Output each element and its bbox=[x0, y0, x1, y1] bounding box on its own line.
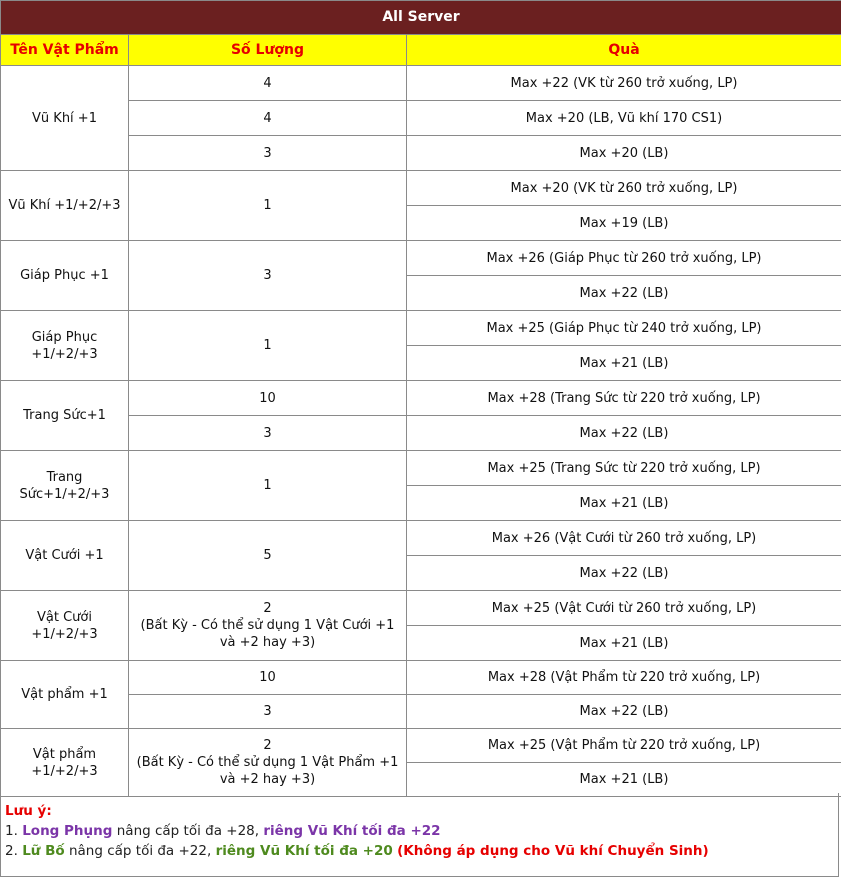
gift-cell: Max +22 (VK từ 260 trở xuống, LP) bbox=[407, 66, 841, 101]
gift-cell: Max +25 (Trang Sức từ 220 trở xuống, LP) bbox=[407, 451, 841, 486]
table-row bbox=[1, 171, 841, 206]
table-row bbox=[1, 521, 841, 556]
item-name-cell: Vũ Khí +1 bbox=[1, 66, 129, 171]
quantity-value: 2 bbox=[263, 738, 272, 753]
item-name-cell: Trang Sức+1/+2/+3 bbox=[1, 451, 129, 521]
item-name-cell: Vũ Khí +1/+2/+3 bbox=[1, 171, 129, 241]
gift-cell: Max +28 (Vật Phẩm từ 220 trở xuống, LP) bbox=[407, 661, 841, 695]
table-row bbox=[1, 729, 841, 763]
gift-cell: Max +19 (LB) bbox=[407, 206, 841, 241]
note-server-name: Long Phụng bbox=[22, 823, 113, 839]
quantity-cell: 10 bbox=[129, 661, 407, 695]
gift-cell: Max +25 (Giáp Phục từ 240 trở xuống, LP) bbox=[407, 311, 841, 346]
quantity-note: (Bất Kỳ - Có thể sử dụng 1 Vật Phẩm +1 và +2 hay +3) bbox=[136, 755, 399, 787]
header-quantity: Số Lượng bbox=[129, 35, 407, 66]
gift-cell: Max +21 (LB) bbox=[407, 626, 841, 661]
item-name-cell: Vật Cưới +1 bbox=[1, 521, 129, 591]
gift-cell: Max +21 (LB) bbox=[407, 763, 841, 797]
item-name-cell: Trang Sức+1 bbox=[1, 381, 129, 451]
gift-cell: Max +20 (LB) bbox=[407, 136, 841, 171]
header-gift: Quà bbox=[407, 35, 841, 66]
table-row bbox=[1, 241, 841, 276]
gift-cell: Max +22 (LB) bbox=[407, 276, 841, 311]
table-title: All Server bbox=[1, 1, 841, 35]
note-server-name: Lữ Bố bbox=[22, 843, 65, 859]
item-name-cell: Giáp Phục +1 bbox=[1, 241, 129, 311]
table-row bbox=[1, 661, 841, 695]
gift-cell: Max +22 (LB) bbox=[407, 695, 841, 729]
notes-label: Lưu ý: bbox=[5, 803, 52, 819]
note-line-2 bbox=[5, 841, 834, 861]
quantity-cell bbox=[129, 729, 407, 797]
gift-cell: Max +28 (Trang Sức từ 220 trở xuống, LP) bbox=[407, 381, 841, 416]
gift-cell: Max +20 (VK từ 260 trở xuống, LP) bbox=[407, 171, 841, 206]
quantity-cell: 3 bbox=[129, 241, 407, 311]
table-row bbox=[1, 311, 841, 346]
note-text: nâng cấp tối đa +28, bbox=[116, 823, 260, 839]
quantity-cell: 1 bbox=[129, 171, 407, 241]
quantity-value: 2 bbox=[263, 601, 272, 616]
quantity-cell: 3 bbox=[129, 136, 407, 171]
gift-cell: Max +26 (Vật Cưới từ 260 trở xuống, LP) bbox=[407, 521, 841, 556]
quantity-note: (Bất Kỳ - Có thể sử dụng 1 Vật Cưới +1 và +2 hay +3) bbox=[140, 618, 395, 650]
note-number: 1. bbox=[5, 823, 18, 839]
quantity-cell: 1 bbox=[129, 311, 407, 381]
quantity-cell: 3 bbox=[129, 695, 407, 729]
gift-cell: Max +22 (LB) bbox=[407, 556, 841, 591]
item-name-cell: Vật Cưới +1/+2/+3 bbox=[1, 591, 129, 661]
gift-cell: Max +20 (LB, Vũ khí 170 CS1) bbox=[407, 101, 841, 136]
gift-cell: Max +21 (LB) bbox=[407, 346, 841, 381]
quantity-cell: 10 bbox=[129, 381, 407, 416]
header-row bbox=[1, 35, 841, 66]
note-number: 2. bbox=[5, 843, 18, 859]
item-name-cell: Vật phẩm +1/+2/+3 bbox=[1, 729, 129, 797]
quantity-cell: 3 bbox=[129, 416, 407, 451]
gift-cell: Max +22 (LB) bbox=[407, 416, 841, 451]
quantity-cell: 1 bbox=[129, 451, 407, 521]
table-title-row bbox=[1, 1, 841, 35]
gift-cell: Max +25 (Vật Phẩm từ 220 trở xuống, LP) bbox=[407, 729, 841, 763]
header-item-name: Tên Vật Phẩm bbox=[1, 35, 129, 66]
table-row bbox=[1, 451, 841, 486]
quantity-cell: 4 bbox=[129, 101, 407, 136]
note-highlight: riêng Vũ Khí tối đa +20 bbox=[215, 843, 393, 859]
table-row bbox=[1, 591, 841, 626]
gift-cell: Max +21 (LB) bbox=[407, 486, 841, 521]
table-row bbox=[1, 381, 841, 416]
table-row bbox=[1, 66, 841, 101]
quantity-cell: 4 bbox=[129, 66, 407, 101]
gift-cell: Max +25 (Vật Cưới từ 260 trở xuống, LP) bbox=[407, 591, 841, 626]
quantity-cell: 5 bbox=[129, 521, 407, 591]
quantity-cell bbox=[129, 591, 407, 661]
notes-box bbox=[0, 793, 839, 877]
item-name-cell: Vật phẩm +1 bbox=[1, 661, 129, 729]
note-warning: (Không áp dụng cho Vũ khí Chuyển Sinh) bbox=[397, 843, 709, 859]
note-line-1 bbox=[5, 821, 834, 841]
gift-cell: Max +26 (Giáp Phục từ 260 trở xuống, LP) bbox=[407, 241, 841, 276]
note-text: nâng cấp tối đa +22, bbox=[68, 843, 212, 859]
note-highlight: riêng Vũ Khí tối đa +22 bbox=[263, 823, 441, 839]
item-name-cell: Giáp Phục +1/+2/+3 bbox=[1, 311, 129, 381]
